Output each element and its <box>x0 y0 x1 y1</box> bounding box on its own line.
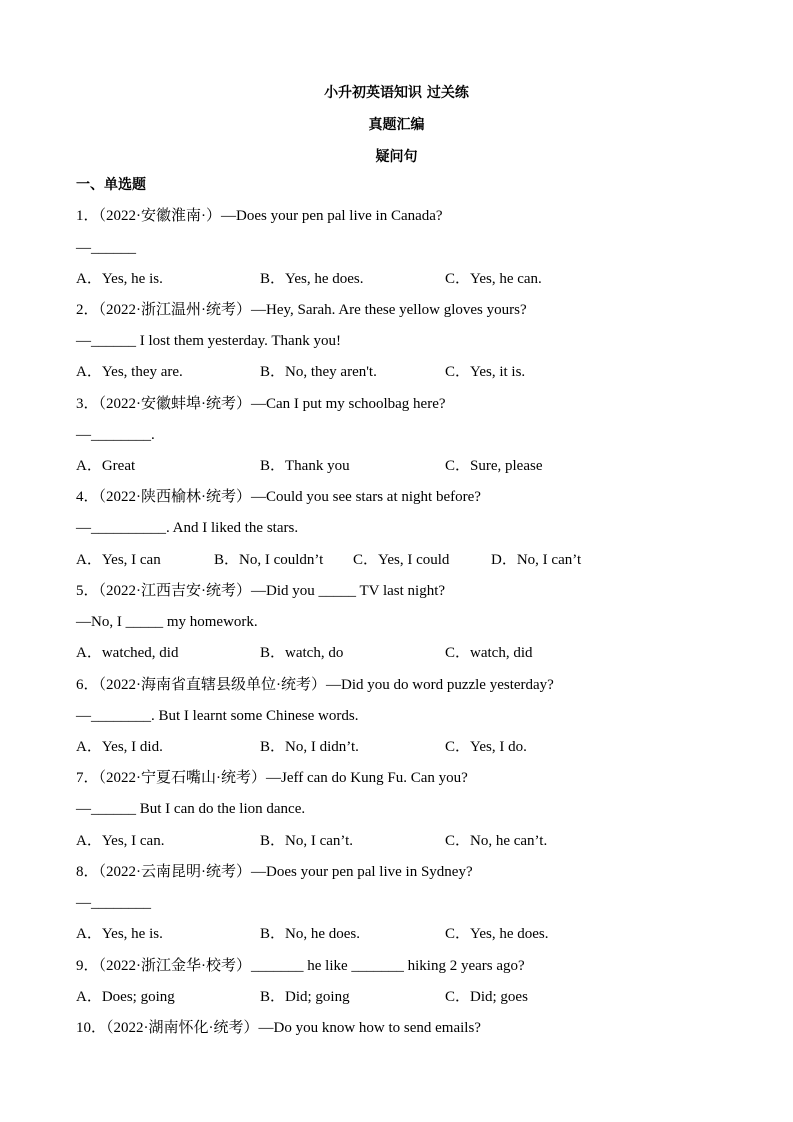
question-3-option-b: B．Thank you <box>260 458 350 474</box>
question-2-option-c: C．Yes, it is. <box>445 364 526 380</box>
question-2-option-a: A．Yes, they are. <box>76 364 183 380</box>
question-7-stem: 7．（2022·宁夏石嘴山·统考）—Jeff can do Kung Fu. Can you? <box>76 770 468 786</box>
question-9-option-b: B．Did; going <box>260 989 350 1005</box>
question-4-option-a: A．Yes, I can <box>76 552 161 568</box>
question-8-option-c: C．Yes, he does. <box>445 926 549 942</box>
page-title: 小升初英语知识 过关练 <box>324 85 469 101</box>
question-9-option-a: A．Does; going <box>76 989 175 1005</box>
question-5-answer: —No, I _____ my homework. <box>76 614 258 630</box>
question-9-option-c: C．Did; goes <box>445 989 528 1005</box>
question-6-answer: —________. But I learnt some Chinese words. <box>76 708 359 724</box>
page-topic: 疑问句 <box>375 149 418 165</box>
question-4-option-b: B．No, I couldn’t <box>214 552 324 568</box>
question-4-option-c: C．Yes, I could <box>353 552 450 568</box>
question-1-option-b: B．Yes, he does. <box>260 271 364 287</box>
question-2-stem: 2．（2022·浙江温州·统考）—Hey, Sarah. Are these yellow gloves yours? <box>76 302 527 318</box>
question-1-option-a: A．Yes, he is. <box>76 271 163 287</box>
question-5-stem: 5．（2022·江西吉安·统考）—Did you _____ TV last night? <box>76 583 446 599</box>
section-heading: 一、单选题 <box>76 177 146 193</box>
question-8-option-a: A．Yes, he is. <box>76 926 163 942</box>
question-5-option-c: C．watch, did <box>445 645 533 661</box>
question-3-option-c: C．Sure, please <box>445 458 543 474</box>
question-3-answer: —________. <box>76 427 155 443</box>
question-8-stem: 8．（2022·云南昆明·统考）—Does your pen pal live in Sydney? <box>76 864 473 880</box>
question-7-option-a: A．Yes, I can. <box>76 833 165 849</box>
question-5-option-a: A．watched, did <box>76 645 179 661</box>
question-3-stem: 3．（2022·安徽蚌埠·统考）—Can I put my schoolbag here? <box>76 396 446 412</box>
question-2-answer: —______ I lost them yesterday. Thank you! <box>76 333 341 349</box>
question-10-stem: 10．（2022·湖南怀化·统考）—Do you know how to send emails? <box>76 1020 481 1036</box>
question-6-stem: 6．（2022·海南省直辖县级单位·统考）—Did you do word puzzle yesterday? <box>76 677 554 693</box>
question-7-option-c: C．No, he can’t. <box>445 833 548 849</box>
question-8-answer: —________ <box>76 895 151 911</box>
question-6-option-a: A．Yes, I did. <box>76 739 163 755</box>
question-5-option-b: B．watch, do <box>260 645 344 661</box>
question-1-answer: —______ <box>76 240 136 256</box>
question-6-option-c: C．Yes, I do. <box>445 739 527 755</box>
question-6-option-b: B．No, I didn’t. <box>260 739 359 755</box>
question-8-option-b: B．No, he does. <box>260 926 360 942</box>
question-7-option-b: B．No, I can’t. <box>260 833 354 849</box>
question-4-stem: 4．（2022·陕西榆林·统考）—Could you see stars at night before? <box>76 489 481 505</box>
question-2-option-b: B．No, they aren't. <box>260 364 377 380</box>
question-4-answer: —__________. And I liked the stars. <box>76 520 299 536</box>
page-subtitle: 真题汇编 <box>368 117 425 133</box>
question-3-option-a: A．Great <box>76 458 136 474</box>
question-7-answer: —______ But I can do the lion dance. <box>76 801 306 817</box>
question-4-option-d: D．No, I can’t <box>491 552 582 568</box>
question-9-stem: 9．（2022·浙江金华·校考）_______ he like _______ hiking 2 years ago? <box>76 958 525 974</box>
question-1-option-c: C．Yes, he can. <box>445 271 542 287</box>
question-1-stem: 1．（2022·安徽淮南·）—Does your pen pal live in Canada? <box>76 208 443 224</box>
